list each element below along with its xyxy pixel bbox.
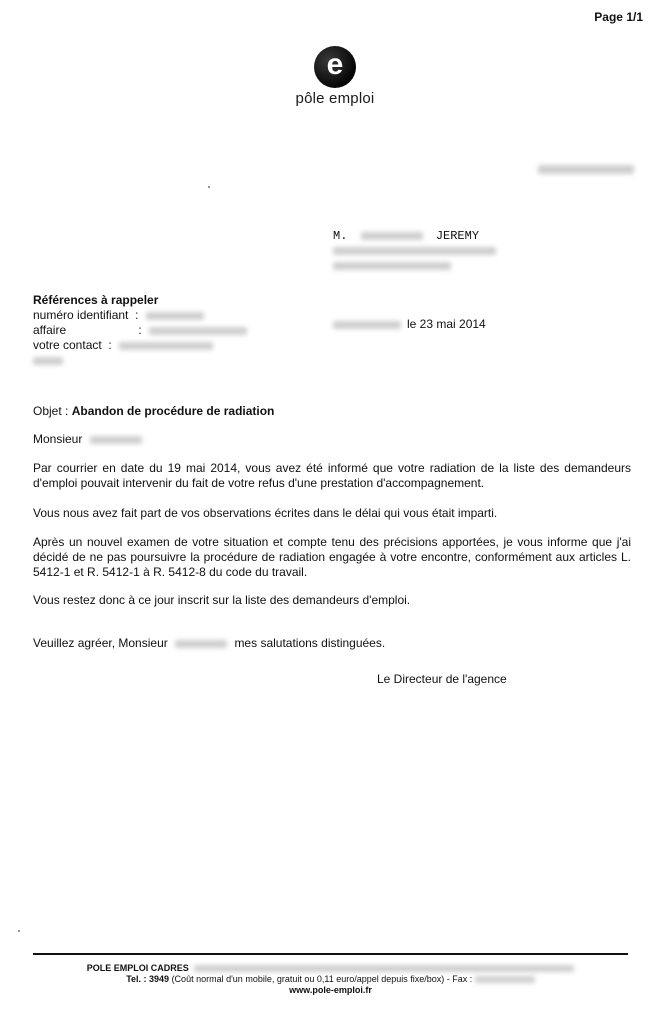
scan-speck-2 <box>18 930 20 932</box>
reference-affair-label: affaire <box>33 323 67 337</box>
recipient-first-name: JEREMY <box>435 229 480 243</box>
footer-tel-label: Tel. : 3949 <box>126 974 170 984</box>
footer <box>33 963 628 996</box>
recipient-block <box>333 229 496 274</box>
redacted-greeting-name <box>90 436 142 444</box>
reference-affair-line: affaire : <box>33 323 247 338</box>
subject-label: Objet : <box>33 404 69 418</box>
redacted-footer-address <box>194 965 574 972</box>
date-line <box>333 317 486 331</box>
closing-line <box>33 636 631 651</box>
footer-org-line <box>33 963 628 974</box>
redacted-address-line-1 <box>333 244 496 259</box>
references-title: Références à rappeler <box>33 293 159 307</box>
redacted-contact-2 <box>33 353 247 368</box>
footer-tel-note: (Coût normal d'un mobile, gratuit ou 0,11 euro/appel depuis fixe/box) - Fax : <box>171 974 473 984</box>
paragraph-1: Par courrier en date du 19 mai 2014, vous avez été informé que votre radiation de la liste des demandeurs d'emploi pouvait intervenir du fait de votre refus d'une prestation d'accompagnement. <box>33 461 631 490</box>
redacted-id <box>146 312 204 320</box>
paragraph-4: Vous restez donc à ce jour inscrit sur la liste des demandeurs d'emploi. <box>33 593 411 607</box>
reference-contact-label: votre contact <box>33 338 102 352</box>
reference-id-label: numéro identifiant <box>33 308 129 322</box>
references-block <box>33 293 247 368</box>
paragraph-3: Après un nouvel examen de votre situation et compte tenu des précisions apportées, je vous informe que j'ai décidé de ne pas poursuivre la procédure de radiation engagée à votre encontre, conformément aux articles L. 5412-1 et R. 5412-1 à R. 5412-8 du code du travail. <box>33 535 631 579</box>
redacted-surname <box>361 232 423 240</box>
paragraph-2: Vous nous avez fait part de vos observations écrites dans le délai qui vous était imparti. <box>33 506 498 520</box>
subject-line <box>33 404 631 419</box>
signature: Le Directeur de l'agence <box>377 672 507 686</box>
footer-divider <box>33 953 628 955</box>
redacted-closing-name <box>175 640 227 648</box>
redacted-city <box>333 321 401 329</box>
redacted-address-line-2 <box>333 259 496 274</box>
redacted-fax <box>475 976 535 983</box>
letter-date: le 23 mai 2014 <box>407 317 486 331</box>
greeting: Monsieur <box>33 432 83 446</box>
closing-after: mes salutations distinguées. <box>234 636 386 650</box>
closing-before: Veuillez agréer, Monsieur <box>33 636 168 650</box>
redacted-top-right <box>538 165 634 174</box>
logo-circle-icon: e <box>314 46 356 88</box>
reference-id-line: numéro identifiant : <box>33 308 247 323</box>
recipient-salutation: M. <box>333 229 348 243</box>
scan-speck <box>208 186 210 188</box>
redacted-affair <box>149 327 247 335</box>
footer-tel-line <box>33 974 628 985</box>
reference-contact-line: votre contact : <box>33 338 247 353</box>
subject-text: Abandon de procédure de radiation <box>71 404 275 418</box>
greeting-line <box>33 432 631 447</box>
footer-org: POLE EMPLOI CADRES <box>86 963 189 973</box>
redacted-contact <box>119 342 213 350</box>
page-number: Page 1/1 <box>594 10 643 24</box>
pole-emploi-logo <box>280 46 390 107</box>
footer-website: www.pole-emploi.fr <box>289 985 372 995</box>
logo-text: pôle emploi <box>295 90 375 107</box>
recipient-name-line <box>333 229 496 244</box>
